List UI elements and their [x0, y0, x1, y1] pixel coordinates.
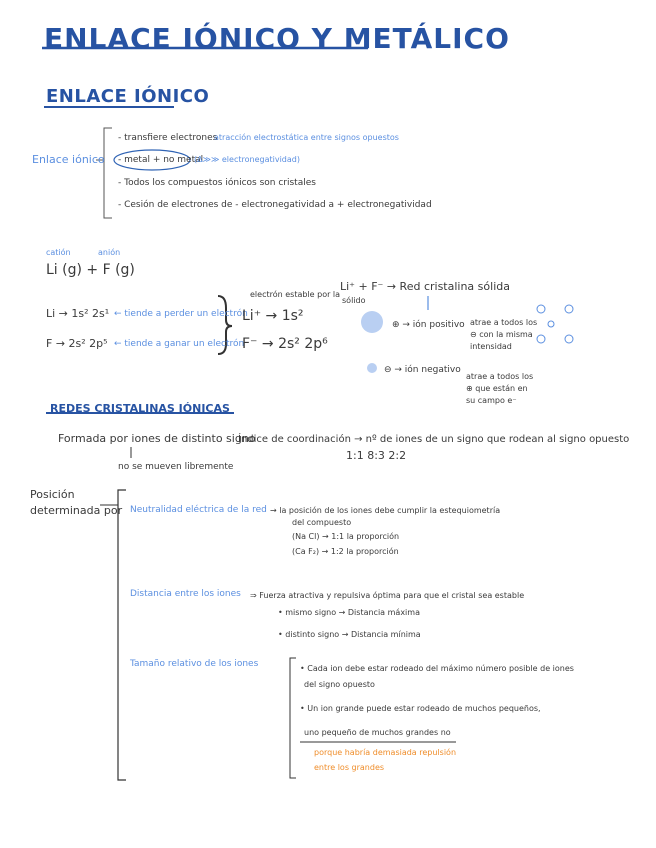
f-config: F → 2s² 2p⁵ — [46, 337, 108, 350]
item-metal: - metal + no metal — [118, 155, 204, 165]
size-text-4: uno pequeño de muchos grandes no — [304, 728, 451, 737]
size-text-1: • Cada ion debe estar rodeado del máximo número posible de iones — [300, 664, 574, 673]
size-title: Tamaño relativo de los iones — [130, 659, 259, 669]
item-metal-text: metal + no metal — [124, 155, 204, 165]
negative-desc-1: atrae a todos los — [466, 372, 534, 381]
side-label-ionic: Enlace iónico — [32, 153, 105, 166]
positive-desc-2: ⊖ con la misma — [470, 330, 533, 339]
neutrality-title: Neutralidad eléctrica de la red — [130, 505, 267, 515]
positive-ion: ⊕ → ión positivo — [392, 320, 465, 330]
item-crystals: - Todos los compuestos iónicos son cristales — [118, 178, 316, 188]
coordination: Índice de coordinación → nº de iones de un signo que rodean al signo opuesto — [238, 434, 630, 445]
anion-label: anión — [98, 248, 121, 257]
lattice-equation: Li⁺ + F⁻ → Red cristalina sólida — [340, 280, 510, 293]
same-sign: • mismo signo → Distancia máxima — [278, 608, 420, 617]
no-move: no se mueven libremente — [118, 462, 234, 472]
position-label-1: Posición — [30, 488, 75, 501]
li-note: ← tiende a perder un electrón — [114, 309, 248, 319]
reaction-equation: Li (g) + F (g) — [46, 262, 135, 278]
nacl-ratio: (Na Cl) → 1:1 la proporción — [292, 532, 400, 541]
negative-ion: ⊖ → ión negativo — [384, 365, 461, 375]
diff-sign: • distinto signo → Distancia mínima — [278, 630, 421, 639]
item-cession: - Cesión de electrones de - electronegatividad a + electronegatividad — [118, 200, 432, 210]
item-transfer: - transfiere electrones — [118, 133, 218, 143]
positive-desc-1: atrae a todos los — [470, 318, 538, 327]
item-cession-text: Cesión de electrones de - electronegatividad a + electronegatividad — [124, 200, 432, 210]
size-text-2: del signo opuesto — [304, 680, 375, 689]
f-note: ← tiende a ganar un electrón — [114, 339, 245, 349]
item-crystals-text: Todos los compuestos iónicos son cristales — [124, 178, 316, 188]
negative-desc-2: ⊕ que están en — [466, 384, 528, 393]
distance-text: ⇒ Fuerza atractiva y repulsiva óptima para que el cristal sea estable — [250, 591, 525, 600]
li-plus: Li⁺ → 1s² — [242, 308, 304, 324]
lattice-solid: sólido — [342, 296, 366, 305]
item-transfer-text: transfiere electrones — [124, 133, 218, 143]
orange-note-1: porque habría demasiada repulsión — [314, 748, 457, 757]
page-title: ENLACE IÓNICO Y METÁLICO — [44, 22, 510, 55]
note-attraction: atracción electrostática entre signos opuestos — [214, 133, 399, 142]
section-heading-networks: REDES CRISTALINAS IÓNICAS — [50, 402, 230, 415]
size-text-3: • Un ion grande puede estar rodeado de muchos pequeños, — [300, 704, 541, 713]
orange-note-2: entre los grandes — [314, 763, 385, 772]
neutrality-text: → la posición de los iones debe cumplir la estequiometría — [270, 506, 501, 515]
negative-desc-3: su campo e⁻ — [466, 396, 517, 405]
li-config: Li → 1s² 2s¹ — [46, 307, 110, 320]
neutrality-text-2: del compuesto — [292, 518, 352, 527]
cation-label: catión — [46, 248, 71, 257]
section-heading-ionic: ENLACE IÓNICO — [46, 86, 210, 107]
distance-title: Distancia entre los iones — [130, 589, 241, 599]
positive-desc-3: intensidad — [470, 342, 512, 351]
position-label-2: determinada por — [30, 504, 123, 517]
stable-note: electrón estable por la — [250, 290, 341, 299]
coordination-ratios: 1:1 8:3 2:2 — [346, 449, 407, 462]
formed-by: Formada por iones de distinto signo — [58, 432, 256, 445]
f-minus: F⁻ → 2s² 2p⁶ — [242, 336, 328, 352]
caf2-ratio: (Ca F₂) → 1:2 la proporción — [292, 547, 399, 556]
note-electroneg: (Δ≫≫ electronegatividad) — [194, 155, 300, 164]
